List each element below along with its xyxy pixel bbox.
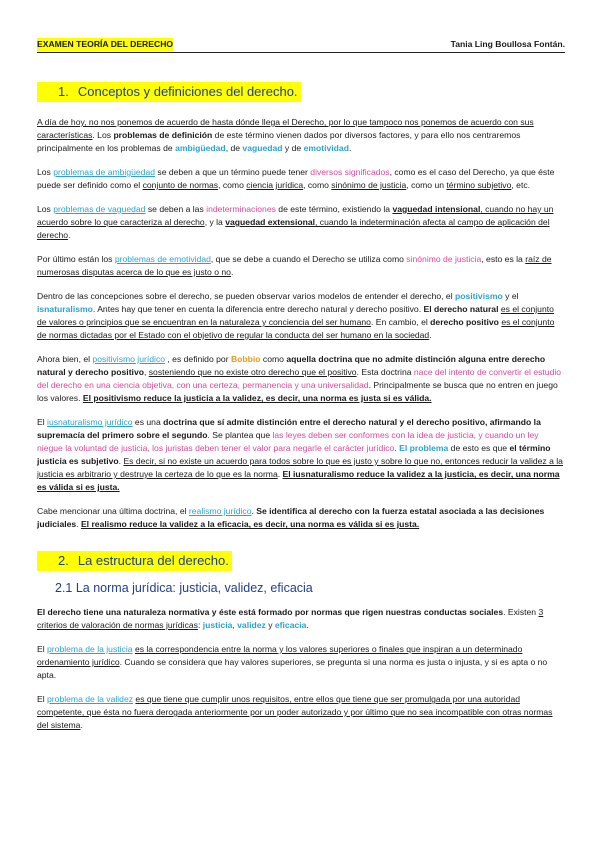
section-1-number: 1. <box>58 84 69 99</box>
p4-text: , esto es la <box>481 254 526 264</box>
p11-text: . <box>80 720 83 730</box>
p8-conclusion: El realismo reduce la validez a la eficacia, es decir, una norma es válida si es justa. <box>80 519 420 529</box>
p4-text: . <box>230 267 234 277</box>
p1-intro: A día de hoy, no nos ponemos de acuerdo de hasta dónde llega el Derecho, por lo que tampoco nos ponemos de acuerdo con sus características <box>37 117 534 140</box>
p2-underline: conjunto de normas <box>142 180 219 190</box>
p1-text: de este término vienen dados por diversos factores, y para ello nos centraremos principalmente en los problemas de <box>37 130 521 153</box>
p9-text: . Existen <box>503 607 539 617</box>
p2-highlight: diversos significados <box>310 167 390 177</box>
p6-conclusion: El positivismo reduce la justicia a la validez, es decir, una norma es justa si es válida. <box>82 393 432 403</box>
page-header <box>37 38 565 53</box>
p10-underline: es la correspondencia entre la norma y los valores superiores o finales que inspiran a un determinado ordenamiento jurídico <box>37 644 523 667</box>
p9-term-validez: validez <box>237 620 266 630</box>
p5-term: isnaturalismo <box>37 304 93 314</box>
p7-text: . <box>394 443 400 453</box>
p6-text: Ahora bien, el <box>37 354 93 364</box>
p10-term: problema de la justicia <box>47 644 133 654</box>
section-1-heading <box>37 82 565 102</box>
p1-text: y de <box>282 143 304 153</box>
p3-text: Los <box>37 204 54 214</box>
p7-text: . <box>277 469 283 479</box>
p11-text: El <box>37 694 48 704</box>
paragraph-7 <box>37 416 565 494</box>
p8-text: . <box>251 506 257 516</box>
p7-text: El <box>37 417 48 427</box>
p7-underline: Es decir, si no existe un acuerdo para todos sobre lo que es justo y sobre lo que no, entonces reducir la validez a la justicia es arbitrario y destruye la certeza de lo que es la norma <box>37 456 563 479</box>
p6-author: Bobbio <box>230 354 261 364</box>
p3-text: . <box>68 230 71 240</box>
paragraph-8 <box>37 505 565 531</box>
p6-highlight: nace del intento de convertir el estudio del derecho en una ciencia objetiva, con una certeza, permanencia y una universalidad <box>37 367 562 390</box>
p3-underline: , cuando no hay un acuerdo sobre lo que caracteriza al derecho <box>37 204 554 227</box>
p7-bold: el término justicia es subjetivo <box>37 443 551 466</box>
p5-underline: es el conjunto de valores o principios que se encuentran en la naturaleza y conciencia del ser humano <box>37 304 554 327</box>
p1-term-emotividad: emotividad <box>303 143 349 153</box>
p3-highlight: indeterminaciones <box>206 204 276 214</box>
p2-underline: término subjetivo <box>446 180 512 190</box>
p6-bold: aquella doctrina que no admite distinción alguna entre derecho natural y derecho positivo <box>37 354 546 377</box>
p11-term: problema de la validez <box>47 694 134 704</box>
section-2-heading <box>37 551 565 571</box>
p2-text: , como un <box>406 180 447 190</box>
p1-text: , de <box>225 143 243 153</box>
p5-text: . En cambio, el <box>370 317 431 327</box>
paragraph-4 <box>37 253 565 279</box>
p7-bold: doctrina que sí admite distinción entre el derecho natural y el derecho positivo, afirmando la supremacía del primero sobre el segundo <box>37 417 541 440</box>
p4-underline: raíz de numerosas disputas acerca de lo que es justo o no <box>37 254 552 277</box>
p3-text: se deben a las <box>145 204 207 214</box>
p2-text: , como <box>218 180 247 190</box>
p1-term-definition: problemas de definición <box>113 130 213 140</box>
p9-text: . <box>306 620 309 630</box>
p5-bold: El derecho natural <box>423 304 499 314</box>
p9-bold: El derecho tiene una naturaleza normativa y éste está formado por normas que rigen nuestras conductas sociales <box>37 607 504 617</box>
p4-highlight: sinónimo de justicia <box>406 254 482 264</box>
author-name: Tania Ling Boullosa Fontán. <box>450 39 565 49</box>
exam-title: EXAMEN TEORÍA DEL DERECHO <box>37 39 174 49</box>
paragraph-11 <box>37 693 565 732</box>
p7-text: es una <box>132 417 164 427</box>
subsection-2-1-heading: 2.1 La norma jurídica: justicia, validez, eficacia <box>55 581 313 595</box>
section-1-title: Conceptos y definiciones del derecho. <box>77 84 298 99</box>
p5-text: . <box>429 330 432 340</box>
p7-text: . Se plantea que <box>207 430 273 440</box>
p3-text: , y la <box>204 217 226 227</box>
p5-text: y el <box>502 291 519 301</box>
p2-term: problemas de ambigüedad <box>53 167 156 177</box>
paragraph-3 <box>37 203 565 242</box>
p2-underline: ciencia jurídica <box>246 180 304 190</box>
paragraph-6 <box>37 353 565 405</box>
p4-text: , que se debe a cuando el Derecho se utiliza como <box>210 254 407 264</box>
p1-term-vaguedad: vaguedad <box>242 143 283 153</box>
p7-term: iusnaturalismo jurídico <box>47 417 133 427</box>
p6-text: , es definido por <box>165 354 231 364</box>
p10-text: El <box>37 644 48 654</box>
p2-underline: sinónimo de justicia <box>331 180 407 190</box>
paragraph-1 <box>37 116 565 155</box>
p5-text: . Antes hay que tener en cuenta la diferencia entre derecho natural y derecho positivo. <box>92 304 424 314</box>
p3-bold-underline: vaguedad extensional <box>225 217 316 227</box>
p5-term: positivismo <box>455 291 503 301</box>
p9-term-eficacia: eficacia <box>274 620 307 630</box>
p7-highlight: las leyes deben ser conformes con la idea de justicia, y cuando un ley niegue la voluntad de justicia, los juristas deben tener el valor para negarle el carácter jurídico <box>37 430 539 453</box>
p3-underline: , cuando la indeterminación afecta al campo de aplicación del derecho <box>37 217 550 240</box>
p3-term: problemas de vaguedad <box>53 204 146 214</box>
paragraph-5 <box>37 290 565 342</box>
p7-text: de esto es que <box>448 443 510 453</box>
p8-bold: Se identifica al derecho con la fuerza estatal asociada a las decisiones judiciales <box>37 506 545 529</box>
p2-text: , como <box>303 180 332 190</box>
p11-underline: es que tiene que cumplir unos requisitos, entre ellos que tiene que ser promulgada por una autoridad competente, que ésta no fuera derogada anteriormente por un poder autorizado y por último que no sea incompatible con otras normas del sistema <box>37 694 553 730</box>
p8-term: realismo jurídico <box>188 506 252 516</box>
p4-text: Por último están los <box>37 254 115 264</box>
p8-text: Cabe mencionar una última doctrina, el <box>37 506 189 516</box>
p6-text: . Principalmente se busca que no entren en juego los valores. <box>37 380 558 403</box>
section-2-number: 2. <box>58 553 69 568</box>
p8-text: . <box>76 519 81 529</box>
p2-text: Los <box>37 167 54 177</box>
p1-text: . <box>348 143 352 153</box>
p2-text: , etc. <box>511 180 531 190</box>
p5-bold: derecho positivo <box>430 317 499 327</box>
p6-text: . Esta doctrina <box>356 367 414 377</box>
paragraph-2 <box>37 166 565 192</box>
p7-problem: El problema <box>399 443 449 453</box>
p9-underline: 3 criterios de valoración de normas jurídicas <box>37 607 544 630</box>
section-2-title: La estructura del derecho. <box>77 553 229 568</box>
p1-term-ambiguedad: ambigüedad <box>175 143 226 153</box>
p10-text: . Cuando se considera que hay valores superiores, se pregunta si una norma es justa o injusta, y si es apta o no apta. <box>37 657 548 680</box>
p5-underline: es el conjunto de normas dictadas por el Estado con el objetivo de regular la conducta del ser humano en la sociedad <box>37 317 555 340</box>
p6-underline: sosteniendo que no existe otro derecho que el positivo <box>148 367 357 377</box>
p5-text: Dentro de las concepciones sobre el derecho, se pueden observar varios modelos de entender el derecho, el <box>37 291 456 301</box>
p7-conclusion: El iusnaturalismo reduce la validez a la justicia, es decir, una norma es válida si es justa. <box>37 469 560 492</box>
p2-text: se deben a que un término puede tener <box>155 167 311 177</box>
p3-bold-underline: vaguedad intensional <box>392 204 481 214</box>
p7-text: . <box>118 456 124 466</box>
paragraph-9 <box>37 606 565 632</box>
p4-term: problemas de emotividad <box>114 254 211 264</box>
p6-text: , <box>143 367 149 377</box>
p2-text: , como es el caso del Derecho, ya que éste puede ser definido como el <box>37 167 555 190</box>
p9-term-justicia: justicia <box>202 620 233 630</box>
p1-text: . Los <box>92 130 114 140</box>
p9-text: : <box>197 620 203 630</box>
p9-text: y <box>265 620 275 630</box>
p3-text: de este término, existiendo la <box>275 204 393 214</box>
p6-term: positivismo jurídico <box>92 354 166 364</box>
p6-text: como <box>260 354 287 364</box>
paragraph-10 <box>37 643 565 682</box>
p9-text: , <box>232 620 238 630</box>
